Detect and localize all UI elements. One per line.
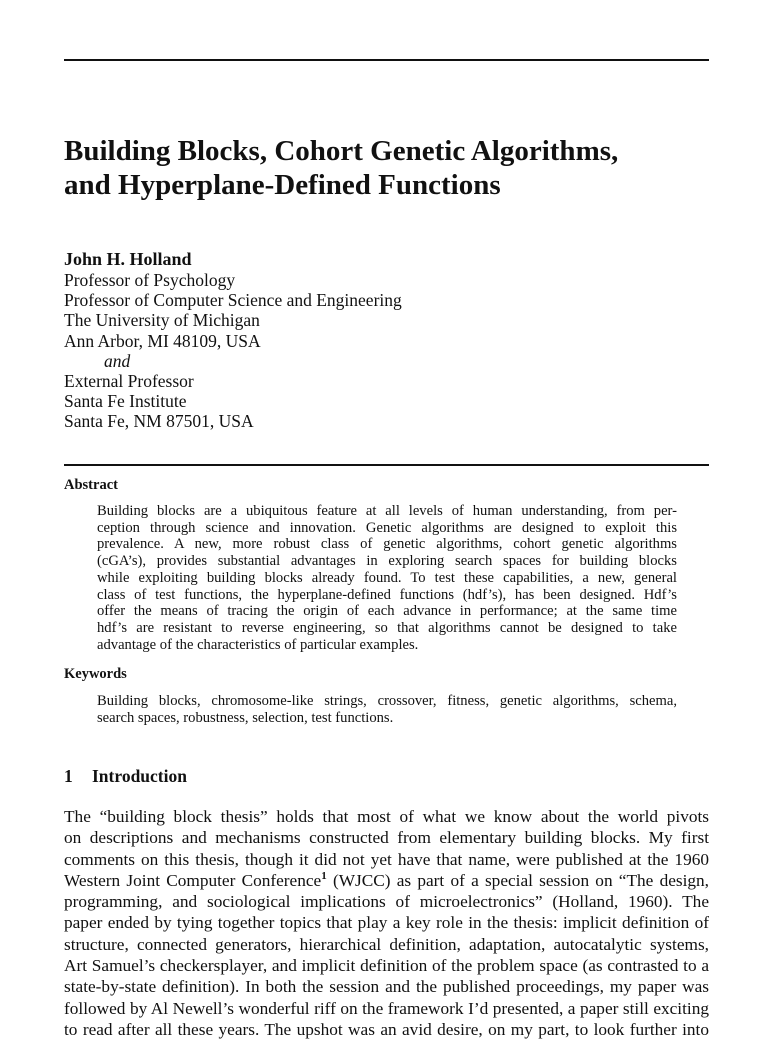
affiliation-line: Ann Arbor, MI 48109, USA: [64, 330, 261, 351]
body-line-segment: (WJCC) as part of a special session on “The design,: [326, 870, 710, 890]
section-title: Introduction: [92, 766, 187, 786]
body-line: to read after all these years. The upshot was an avid desire, on my part, to look further into: [64, 1019, 709, 1039]
body-line-segment: Western Joint Computer Conference: [64, 870, 322, 890]
abstract-heading: Abstract: [64, 477, 118, 493]
introduction-body: [64, 806, 709, 1040]
body-line-with-footnote: [64, 870, 709, 891]
abstract-line: offer the means of tracing the origin of each advance in performance; at the same time: [97, 603, 677, 620]
affiliation-line: Santa Fe Institute: [64, 391, 187, 412]
body-line: on descriptions and mechanisms constructed from elementary building blocks. My first: [64, 828, 709, 848]
keywords-heading: Keywords: [64, 666, 127, 682]
body-line: paper ended by tying together topics that play a key role in the thesis: implicit definition of: [64, 913, 709, 933]
title-line: Building Blocks, Cohort Genetic Algorithms,: [64, 135, 619, 167]
body-line: followed by Al Newell’s wonderful riff on the framework I’d presented, a paper still exciting: [64, 998, 709, 1018]
body-line: programming, and sociological implications of microelectronics” (Holland, 1960). The: [64, 892, 709, 912]
affiliation-conjunction: and: [104, 350, 131, 371]
section-rule: [64, 464, 709, 466]
abstract-line: Building blocks are a ubiquitous feature at all levels of human understanding, from per-: [97, 503, 677, 519]
body-line: state-by-state definition). In both the session and the published proceedings, my paper was: [64, 977, 709, 997]
keywords-line: search spaces, robustness, selection, test functions.: [97, 709, 394, 726]
abstract-line: ception through science and innovation. Genetic algorithms are designed to exploit this: [97, 519, 677, 536]
keywords-body: [97, 693, 677, 726]
affiliation-line: External Professor: [64, 371, 194, 392]
affiliation-line: Santa Fe, NM 87501, USA: [64, 411, 254, 432]
body-line: Art Samuel’s checkersplayer, and implicit definition of the problem space (as contrasted to a: [64, 956, 709, 976]
body-line: comments on this thesis, though it did not yet have that name, were published at the 1960: [64, 849, 709, 869]
abstract-line: hdf’s are resistant to reverse engineering, so that algorithms cannot be designed to take: [97, 619, 677, 636]
body-line: The “building block thesis” holds that most of what we know about the world pivots: [64, 807, 709, 826]
abstract-line: advantage of the characteristics of particular examples.: [97, 636, 419, 653]
abstract-line: (cGA’s), provides substantial advantages in exploring search spaces for building blocks: [97, 553, 677, 570]
footnote-marker[interactable]: 1: [321, 870, 327, 883]
keywords-line: Building blocks, chromosome-like strings, crossover, fitness, genetic algorithms, schema,: [97, 693, 677, 709]
introduction-heading: [64, 765, 187, 787]
abstract-line: prevalence. A new, more robust class of genetic algorithms, cohort genetic algorithms: [97, 536, 677, 553]
abstract-line: class of test functions, the hyperplane-defined functions (hdf’s), has been designed. Hdf’s: [97, 586, 677, 603]
affiliation-line: Professor of Psychology: [64, 270, 236, 290]
title-line: and Hyperplane-Defined Functions: [64, 169, 501, 201]
affiliation-line: Professor of Computer Science and Engineering: [64, 290, 402, 311]
author-name: John H. Holland: [64, 249, 192, 269]
affiliation-line: The University of Michigan: [64, 310, 260, 331]
section-number: 1: [64, 766, 73, 786]
author-block: [64, 248, 704, 432]
paper-title: [64, 134, 714, 202]
abstract-body: [97, 503, 677, 653]
abstract-line: while exploiting building blocks already found. To test these capabilities, a new, general: [97, 569, 677, 586]
body-line: structure, connected generators, hierarchical definition, adaptation, autocatalytic systems,: [64, 934, 709, 954]
top-rule: [64, 59, 709, 61]
